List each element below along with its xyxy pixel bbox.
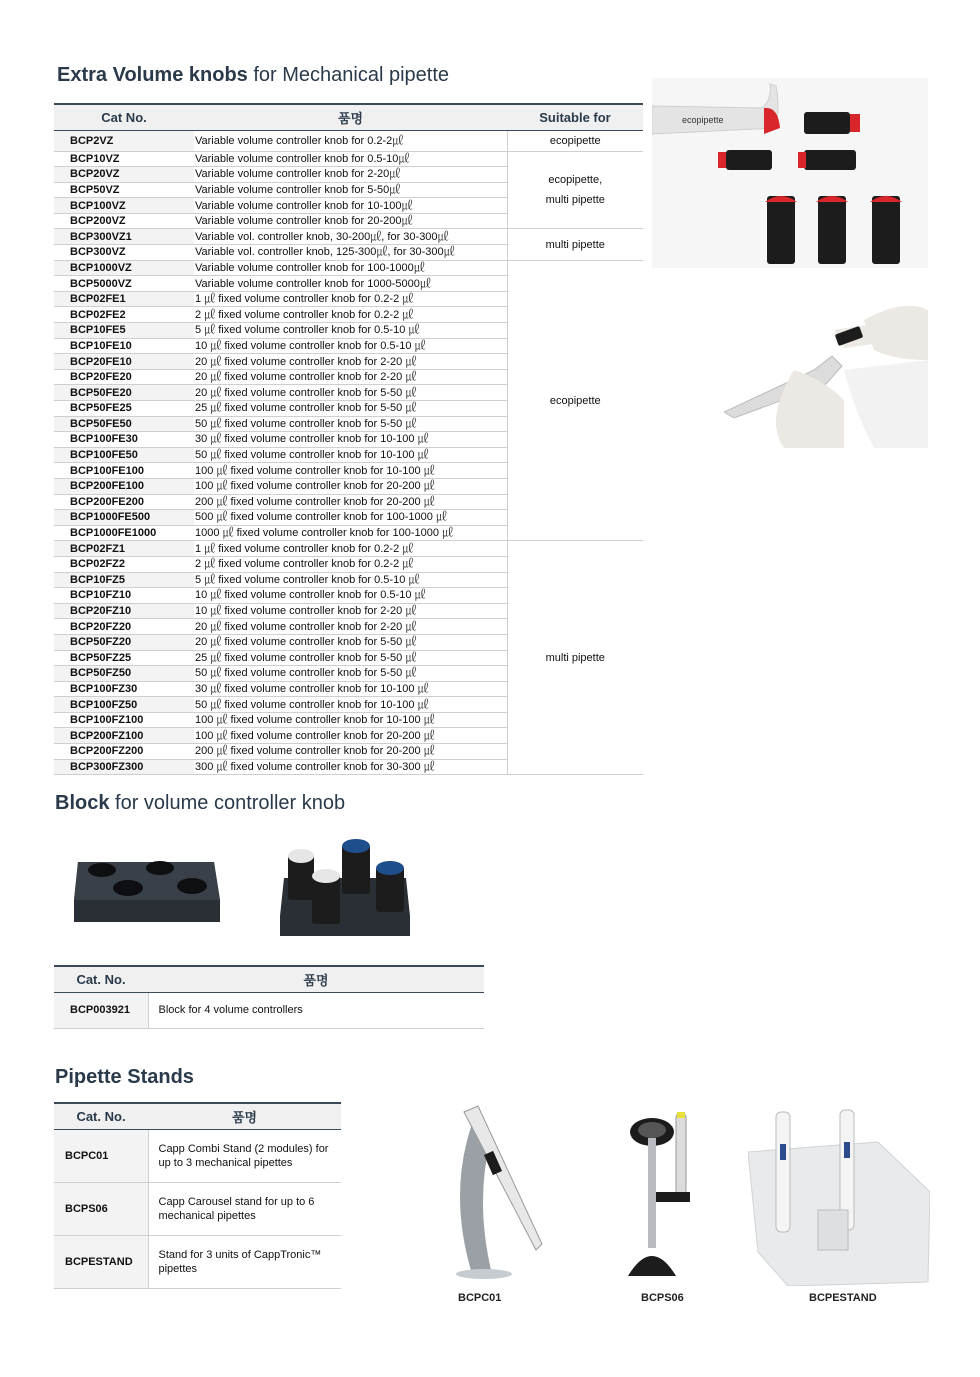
cat-no-cell: BCP20FZ20 xyxy=(54,619,194,635)
caption-bcpc01: BCPC01 xyxy=(458,1292,502,1304)
cat-no-cell: BCP1000VZ xyxy=(54,260,194,276)
col-cat-no: Cat. No. xyxy=(54,1103,148,1129)
cat-no-cell: BCP100VZ xyxy=(54,198,194,214)
product-name-cell: 10 ㎕ fixed volume controller knob for 2-20 ㎕ xyxy=(194,603,507,619)
cat-no-cell: BCP10FZ5 xyxy=(54,572,194,588)
cat-no-cell: BCP200FZ200 xyxy=(54,744,194,760)
product-name-cell: 50 ㎕ fixed volume controller knob for 5-50 ㎕ xyxy=(194,666,507,682)
product-name-cell: Variable volume controller knob for 5-50㎕ xyxy=(194,182,507,198)
table-row xyxy=(54,151,643,167)
extra-knobs-table xyxy=(54,103,643,775)
product-name-cell: 100 ㎕ fixed volume controller knob for 20-200 ㎕ xyxy=(194,478,507,494)
product-name-cell: 20 ㎕ fixed volume controller knob for 2-20 ㎕ xyxy=(194,354,507,370)
product-name-cell: 10 ㎕ fixed volume controller knob for 0.5-10 ㎕ xyxy=(194,338,507,354)
product-name-cell: Capp Carousel stand for up to 6 mechanical pipettes xyxy=(148,1182,341,1235)
suitable-for-cell: ecopipette xyxy=(507,130,643,151)
product-name-cell: Block for 4 volume controllers xyxy=(148,992,484,1028)
cat-no-cell: BCP200VZ xyxy=(54,213,194,229)
block-filled-illustration xyxy=(278,838,412,938)
cat-no-cell: BCP50FE50 xyxy=(54,416,194,432)
product-name-cell: Variable volume controller knob for 0.5-10㎕ xyxy=(194,151,507,167)
product-name-cell: Variable vol. controller knob, 30-200㎕, for 30-300㎕ xyxy=(194,229,507,245)
cat-no-cell: BCP10VZ xyxy=(54,151,194,167)
section-title-block xyxy=(55,792,345,815)
suitable-for-cell: multi pipette xyxy=(507,229,643,260)
title-bold: Block xyxy=(55,792,110,814)
cat-no-cell: BCPS06 xyxy=(54,1182,148,1235)
table-header-row xyxy=(54,104,643,130)
cat-no-cell: BCP100FE50 xyxy=(54,447,194,463)
col-cat-no: Cat. No. xyxy=(54,966,148,992)
cat-no-cell: BCP50FE25 xyxy=(54,401,194,417)
cat-no-cell: BCP20FZ10 xyxy=(54,603,194,619)
stand-bcpc01-photo xyxy=(452,1104,548,1280)
stand-bcpestand-photo xyxy=(748,1102,930,1286)
cat-no-cell: BCP300VZ1 xyxy=(54,229,194,245)
cat-no-cell: BCP02FE2 xyxy=(54,307,194,323)
product-name-cell: Variable volume controller knob for 20-200㎕ xyxy=(194,213,507,229)
product-name-cell: Capp Combi Stand (2 modules) for up to 3 mechanical pipettes xyxy=(148,1129,341,1182)
hands-illustration xyxy=(724,300,928,448)
cat-no-cell: BCP1000FE500 xyxy=(54,510,194,526)
block-empty-photo xyxy=(70,852,222,927)
product-name-cell: 10 ㎕ fixed volume controller knob for 0.5-10 ㎕ xyxy=(194,588,507,604)
col-product-name: 품명 xyxy=(194,104,507,130)
cat-no-cell: BCP50FE20 xyxy=(54,385,194,401)
table-row xyxy=(54,229,643,245)
product-name-cell: Variable volume controller knob for 0.2-2㎕ xyxy=(194,130,507,151)
col-suitable-for: Suitable for xyxy=(507,104,643,130)
cat-no-cell: BCP100FZ30 xyxy=(54,681,194,697)
product-name-cell: 2 ㎕ fixed volume controller knob for 0.2-2 ㎕ xyxy=(194,307,507,323)
product-name-cell: 5 ㎕ fixed volume controller knob for 0.5-10 ㎕ xyxy=(194,323,507,339)
cat-no-cell: BCP50FZ25 xyxy=(54,650,194,666)
cat-no-cell: BCP10FZ10 xyxy=(54,588,194,604)
product-name-cell: 200 ㎕ fixed volume controller knob for 20-200 ㎕ xyxy=(194,494,507,510)
product-name-cell: 25 ㎕ fixed volume controller knob for 5-50 ㎕ xyxy=(194,650,507,666)
col-product-name: 품명 xyxy=(148,966,484,992)
carousel-stand-illustration xyxy=(620,1108,700,1280)
combi-stand-illustration xyxy=(452,1104,548,1280)
product-name-cell: 1 ㎕ fixed volume controller knob for 0.2-2 ㎕ xyxy=(194,541,507,557)
cat-no-cell: BCP50FZ50 xyxy=(54,666,194,682)
cat-no-cell: BCPESTAND xyxy=(54,1235,148,1288)
table-header-row xyxy=(54,1103,341,1129)
title-bold: Pipette Stands xyxy=(55,1066,194,1088)
table-row xyxy=(54,1235,341,1288)
suitable-for-cell: multi pipette xyxy=(507,541,643,775)
pipette-stands-table xyxy=(54,1102,341,1289)
product-name-cell: 2 ㎕ fixed volume controller knob for 0.2-2 ㎕ xyxy=(194,556,507,572)
ecopipette-brand-label: ecopipette xyxy=(682,115,724,125)
product-name-cell: 200 ㎕ fixed volume controller knob for 20-200 ㎕ xyxy=(194,744,507,760)
suitable-for-cell: ecopipette xyxy=(507,260,643,541)
cat-no-cell: BCPC01 xyxy=(54,1129,148,1182)
product-name-cell: 100 ㎕ fixed volume controller knob for 10-100 ㎕ xyxy=(194,463,507,479)
product-name-cell: Variable volume controller knob for 1000-5000㎕ xyxy=(194,276,507,292)
title-rest: for volume controller knob xyxy=(109,792,346,814)
caption-bcps06: BCPS06 xyxy=(641,1292,684,1304)
product-name-cell: Stand for 3 units of CappTronic™ pipettes xyxy=(148,1235,341,1288)
product-name-cell: 30 ㎕ fixed volume controller knob for 10-100 ㎕ xyxy=(194,681,507,697)
cat-no-cell: BCP02FE1 xyxy=(54,291,194,307)
cat-no-cell: BCP5000VZ xyxy=(54,276,194,292)
cat-no-cell: BCP1000FE1000 xyxy=(54,525,194,541)
knobs-photo xyxy=(652,78,928,268)
product-name-cell: 100 ㎕ fixed volume controller knob for 20-200 ㎕ xyxy=(194,728,507,744)
cat-no-cell: BCP003921 xyxy=(54,992,148,1028)
cat-no-cell: BCP10FE5 xyxy=(54,323,194,339)
product-name-cell: Variable volume controller knob for 10-100㎕ xyxy=(194,198,507,214)
block-filled-photo xyxy=(278,838,412,938)
cat-no-cell: BCP100FE100 xyxy=(54,463,194,479)
product-name-cell: 500 ㎕ fixed volume controller knob for 100-1000 ㎕ xyxy=(194,510,507,526)
cat-no-cell: BCP20FE20 xyxy=(54,369,194,385)
cat-no-cell: BCP200FZ100 xyxy=(54,728,194,744)
cat-no-cell: BCP50VZ xyxy=(54,182,194,198)
product-name-cell: 50 ㎕ fixed volume controller knob for 10-100 ㎕ xyxy=(194,447,507,463)
product-name-cell: 50 ㎕ fixed volume controller knob for 10-100 ㎕ xyxy=(194,697,507,713)
cat-no-cell: BCP300VZ xyxy=(54,245,194,261)
product-name-cell: 25 ㎕ fixed volume controller knob for 5-50 ㎕ xyxy=(194,401,507,417)
cat-no-cell: BCP20VZ xyxy=(54,167,194,183)
cat-no-cell: BCP20FE10 xyxy=(54,354,194,370)
product-name-cell: 20 ㎕ fixed volume controller knob for 2-20 ㎕ xyxy=(194,619,507,635)
cat-no-cell: BCP2VZ xyxy=(54,130,194,151)
product-name-cell: 5 ㎕ fixed volume controller knob for 0.5-10 ㎕ xyxy=(194,572,507,588)
col-product-name: 품명 xyxy=(148,1103,341,1129)
product-name-cell: 300 ㎕ fixed volume controller knob for 30-300 ㎕ xyxy=(194,759,507,775)
cat-no-cell: BCP10FE10 xyxy=(54,338,194,354)
col-cat-no: Cat No. xyxy=(54,104,194,130)
product-name-cell: 100 ㎕ fixed volume controller knob for 10-100 ㎕ xyxy=(194,712,507,728)
title-bold: Extra Volume knobs xyxy=(57,64,248,86)
table-row xyxy=(54,260,643,276)
cat-no-cell: BCP200FE200 xyxy=(54,494,194,510)
cat-no-cell: BCP200FE100 xyxy=(54,478,194,494)
cat-no-cell: BCP02FZ2 xyxy=(54,556,194,572)
cappstand-illustration xyxy=(748,1102,930,1286)
product-name-cell: 20 ㎕ fixed volume controller knob for 2-20 ㎕ xyxy=(194,369,507,385)
table-row xyxy=(54,1129,341,1182)
cat-no-cell: BCP02FZ1 xyxy=(54,541,194,557)
product-name-cell: Variable vol. controller knob, 125-300㎕, for 30-300㎕ xyxy=(194,245,507,261)
section-title-extra-knobs xyxy=(57,64,449,87)
product-name-cell: 50 ㎕ fixed volume controller knob for 5-50 ㎕ xyxy=(194,416,507,432)
product-name-cell: 20 ㎕ fixed volume controller knob for 5-50 ㎕ xyxy=(194,634,507,650)
table-row xyxy=(54,992,484,1028)
title-rest: for Mechanical pipette xyxy=(247,64,450,86)
product-name-cell: 20 ㎕ fixed volume controller knob for 5-50 ㎕ xyxy=(194,385,507,401)
hands-pipette-photo xyxy=(724,300,928,448)
table-row xyxy=(54,130,643,151)
stand-bcps06-photo xyxy=(620,1108,700,1280)
cat-no-cell: BCP100FZ50 xyxy=(54,697,194,713)
product-name-cell: 1 ㎕ fixed volume controller knob for 0.2-2 ㎕ xyxy=(194,291,507,307)
table-header-row xyxy=(54,966,484,992)
block-empty-illustration xyxy=(70,852,222,927)
table-row xyxy=(54,1182,341,1235)
cat-no-cell: BCP50FZ20 xyxy=(54,634,194,650)
product-name-cell: 1000 ㎕ fixed volume controller knob for 100-1000 ㎕ xyxy=(194,525,507,541)
table-row xyxy=(54,541,643,557)
product-name-cell: Variable volume controller knob for 2-20㎕ xyxy=(194,167,507,183)
product-name-cell: 30 ㎕ fixed volume controller knob for 10-100 ㎕ xyxy=(194,432,507,448)
block-table xyxy=(54,965,484,1029)
caption-bcpestand: BCPESTAND xyxy=(809,1292,877,1304)
cat-no-cell: BCP100FZ100 xyxy=(54,712,194,728)
cat-no-cell: BCP300FZ300 xyxy=(54,759,194,775)
section-title-pipette-stands xyxy=(55,1066,194,1089)
cat-no-cell: BCP100FE30 xyxy=(54,432,194,448)
knobs-illustration xyxy=(652,78,928,268)
product-name-cell: Variable volume controller knob for 100-1000㎕ xyxy=(194,260,507,276)
suitable-for-cell: ecopipette, multi pipette xyxy=(507,151,643,229)
